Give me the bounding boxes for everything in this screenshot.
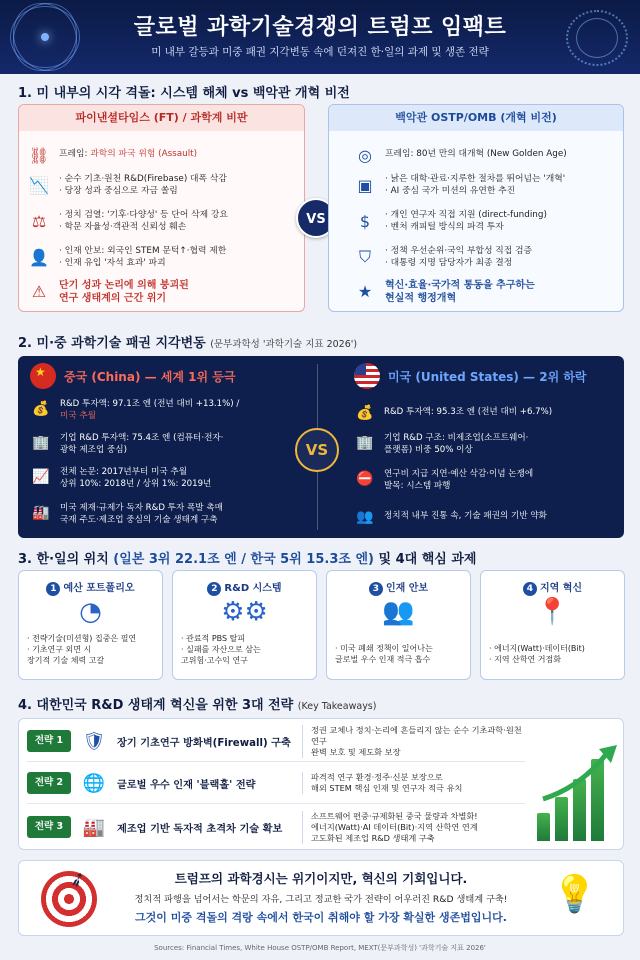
china-rd-highlight: 미국 추월 — [60, 411, 96, 421]
strategy-desc: 파격적 연구 환경·정주·신분 보장으로 해외 STEM 핵심 인재 및 연구자 적극 유치 — [302, 772, 525, 794]
broken-link-icon: ⛓ — [28, 145, 50, 165]
section2-vs-badge: VS — [295, 428, 339, 472]
team-icon: 👥 — [382, 597, 415, 627]
card-label: 지역 혁신 — [539, 583, 583, 594]
wh-funding-text: · 개인 연구자 직접 지원 (direct-funding) · 벤처 캐피털 방식의 파격 투자 — [385, 210, 547, 232]
usa-heading-row — [354, 362, 587, 390]
gears-icon: ⚙⚙ — [221, 597, 268, 627]
ft-budget-text: · 순수 기초·원천 R&D(Firebase) 대폭 삭감 · 당장 성과 중심으로 자금 쏠림 — [59, 174, 227, 196]
section4-title-main: 4. 대한민국 R&D 생태계 혁신을 위한 3대 전략 — [18, 698, 294, 713]
row-divider — [27, 761, 525, 762]
target-icon: ◎ — [358, 145, 372, 165]
shield-check-icon: ⛉ — [358, 247, 371, 266]
usa-rd-text: R&D 투자액: 95.3조 엔 (전년 대비 +6.7%) — [384, 407, 553, 417]
strategy-tag: 전략 2 — [27, 772, 71, 794]
task-card-rd-system — [172, 570, 317, 680]
wh-row-reform — [337, 173, 617, 197]
conclusion-headline: 트럼프의 과학경시는 위기이지만, 혁신의 기회입니다. — [174, 871, 468, 886]
strategy-row-3 — [27, 807, 525, 847]
ft-row-talent — [27, 245, 298, 269]
growth-bar — [555, 797, 568, 841]
card-text: · 에너지(Watt)·데이터(Bit) · 지역 산학연 거점화 — [489, 644, 585, 664]
stop-icon: ⛔ — [356, 471, 374, 487]
card-text: · 전략기술(미션형) 집중은 필연 · 기초연구 외면 시 장기적 기술 체력 고갈 — [27, 634, 137, 665]
strategy-name: 장기 기초연구 방화벽(Firewall) 구축 — [117, 737, 291, 749]
us-china-panel — [18, 356, 624, 538]
section4-title — [18, 694, 376, 713]
task-card-budget — [18, 570, 163, 680]
wh-reform-text: · 낡은 대학·관료·지루한 절차를 뛰어넘는 '개혁' · AI 중심 국가 미션의 유연한 추진 — [385, 174, 566, 196]
coins-pie-icon: ◔ — [79, 597, 102, 627]
ft-frame-prefix: 프레임: — [59, 149, 91, 159]
strategy-tag: 전략 1 — [27, 730, 71, 752]
conclusion-box — [18, 860, 624, 936]
usa-row-delay — [354, 468, 614, 492]
wh-policy-text: · 정책 우선순위·국익 부합성 직접 검증 · 대통령 지명 담당자가 최종 결정 — [385, 246, 533, 268]
strategy-row-1 — [27, 723, 525, 759]
ft-frame-highlight: 과학의 파국 위험 (Assault) — [90, 149, 198, 159]
conclusion-body: 정치적 파행을 넘어서는 학문의 자유, 그리고 정교한 국가 전략이 어우러진 R&D 생태계 구축! — [134, 894, 508, 905]
section1-title: 1. 미 내부의 시각 격돌: 시스템 해체 vs 백악관 개혁 비전 — [18, 86, 350, 101]
card-number: 1 — [46, 582, 60, 596]
china-corp-text: 기업 R&D 투자액: 75.4조 엔 (컴퓨터·전자· 광학 제조업 중심) — [60, 433, 224, 455]
map-pin-icon: 📍 — [536, 597, 569, 627]
usa-row-politics — [354, 506, 614, 528]
usa-politics-text: 정치적 내부 진통 속, 기술 패권의 기반 약화 — [384, 511, 547, 521]
ft-row-conclusion — [27, 279, 298, 305]
user-block-icon: 👤 — [29, 247, 49, 267]
header-banner — [0, 0, 640, 74]
money-bag-icon: 💰 — [356, 405, 374, 421]
usa-delay-text: 연구비 지급 지연·예산 삭감·이념 논쟁에 발목: 시스템 파행 — [384, 469, 534, 491]
strategy-name: 글로벌 우수 인재 '블랙홀' 전략 — [117, 779, 256, 791]
ft-row-budget — [27, 173, 298, 197]
card-text: · 관료적 PBS 탈피 · 실패를 자산으로 삼는 고위험·고수익 연구 — [181, 634, 261, 665]
card-label: 인재 안보 — [385, 583, 429, 594]
china-papers-text: 전체 논문: 2017년부터 미국 추월 상위 10%: 2018년 / 상위 1%: 2019년 — [60, 467, 212, 489]
ft-conclusion: 단기 성과 논리에 의해 붕괴된 연구 생태계의 근간 위기 — [59, 280, 189, 304]
strategy-row-2 — [27, 765, 525, 801]
money-hand-icon: $ — [359, 211, 371, 231]
wh-row-frame — [337, 143, 617, 167]
sources-footer: Sources: Financial Times, White House OSTP/OMB Report, MEXT(문부과학성) '과학기술 지표 2026' — [154, 944, 486, 952]
section3-title-suffix: 및 4대 핵심 과제 — [378, 552, 477, 567]
chart-up-icon: 📈 — [32, 469, 50, 485]
task-card-regional — [480, 570, 625, 680]
strategy-panel — [18, 718, 624, 850]
strategy-desc: 정권 교체나 정치·논리에 흔들리지 않는 순수 기초과학·원천 연구 완벽 보호 및 제도화 보장 — [302, 725, 525, 758]
ft-panel-heading: 파이낸셜타임스 (FT) / 과학계 비판 — [19, 105, 304, 131]
scales-icon: ⚖ — [31, 211, 47, 231]
ft-row-censorship — [27, 209, 298, 233]
wh-panel-heading: 백악관 OSTP/OMB (개혁 비전) — [329, 105, 623, 131]
growth-arrow-icon — [541, 743, 619, 803]
star-icon: ★ — [357, 281, 373, 301]
china-rd-text: R&D 투자액: 97.1조 엔 (전년 대비 +13.1%) / — [60, 399, 240, 409]
factory-gear-icon: 🏭 — [82, 816, 106, 838]
strategy-tag: 전략 3 — [27, 816, 71, 838]
usa-heading: 미국 (United States) — 2위 하락 — [388, 369, 587, 384]
section3-title-note: (일본 3위 22.1조 엔 / 한국 5위 15.3조 엔) — [113, 552, 374, 567]
page-title: 글로벌 과학기술경쟁의 트럼프 임팩트 — [133, 15, 507, 40]
section2-title — [18, 332, 357, 351]
row-divider — [27, 803, 525, 804]
card-text: · 미국 폐쇄 정책이 일어나는 글로벌 우수 인재 적극 흡수 — [335, 644, 433, 664]
usa-row-corp — [354, 432, 614, 456]
usa-corp-text: 기업 R&D 구조: 비제조업(소프트웨어· 플랫폼) 비중 50% 이상 — [384, 433, 529, 455]
section4-title-note: (Key Takeaways) — [297, 701, 377, 712]
china-heading: 중국 (China) — 세계 1위 등극 — [64, 369, 236, 384]
factory-icon: 🏭 — [32, 505, 50, 521]
card-number: 3 — [369, 582, 383, 596]
conclusion-emphasis: 그것이 미중 격돌의 격랑 속에서 한국이 취해야 할 가장 확실한 생존법입니다. — [135, 911, 507, 924]
wh-row-funding — [337, 209, 617, 233]
china-row-sanctions — [30, 502, 300, 526]
wh-row-conclusion — [337, 279, 617, 305]
china-flag-icon — [30, 363, 56, 389]
declining-chart-icon: 📉 — [29, 175, 49, 195]
section3-title — [18, 548, 476, 567]
china-heading-row — [30, 362, 235, 390]
global-talent-icon: 🌐 — [82, 772, 106, 794]
wh-conclusion: 혁신·효율·국가적 통동을 추구하는 현실적 행정개혁 — [385, 280, 535, 304]
growth-bar — [537, 813, 550, 841]
firewall-icon: 🛡 — [82, 730, 106, 752]
task-card-talent — [326, 570, 471, 680]
ft-censorship-text: · 정치 검열: '기후·다양성' 등 단어 삭제 강요 · 학문 자율성·객관적 신뢰성 훼손 — [59, 210, 228, 232]
ai-chip-icon: ▣ — [357, 175, 373, 195]
china-sanctions-text: 미국 제재·규제가 독자 R&D 투자 폭발 촉매 국재 주도·제조업 중심의 기술 생태계 구축 — [60, 503, 223, 525]
lightbulb-icon: 💡 — [552, 874, 597, 915]
dart-arrow-icon: ➶ — [65, 864, 90, 894]
money-bag-icon: 💰 — [32, 401, 50, 417]
section1-vs-badge: VS — [296, 198, 336, 238]
section3-title-main: 3. 한·일의 위치 — [18, 552, 109, 567]
page-subtitle: 미 내부 갈등과 미중 패권 지각변동 속에 던져진 한·일의 과제 및 생존 전략 — [151, 46, 489, 58]
usa-flag-icon — [354, 363, 380, 389]
ft-row-frame — [27, 143, 298, 167]
wh-frame-text: 프레임: 80년 만의 대개혁 (New Golden Age) — [385, 149, 567, 159]
people-icon: 👥 — [356, 509, 374, 525]
china-row-papers — [30, 466, 300, 490]
card-label: R&D 시스템 — [224, 583, 282, 594]
strategy-desc: 소프트웨어 편중·규제화된 중국 물량과 차별화! 에너지(Watt)·AI 데이터(Bit)·지역 산학연 연계 고도화된 제조업 R&D 생태계 구축 — [302, 811, 525, 844]
section2-title-note: (문부과학성 '과학기술 지표 2026') — [210, 339, 358, 350]
card-number: 2 — [207, 582, 221, 596]
card-label: 예산 포트폴리오 — [63, 583, 135, 594]
building-icon: 🏢 — [356, 435, 374, 451]
whitehouse-vision-panel — [328, 104, 624, 312]
section2-title-main: 2. 미·중 과학기술 패권 지각변동 — [18, 336, 206, 351]
china-row-rd — [30, 398, 300, 422]
china-row-corp — [30, 432, 300, 456]
ft-talent-text: · 인재 안보: 외국인 STEM 문턱↑·협력 제한 · 인재 유입 '자석 효과' 파괴 — [59, 246, 227, 268]
growth-chart-icon — [535, 737, 615, 841]
strategy-name: 제조업 기반 독자적 초격차 기술 확보 — [117, 823, 283, 835]
wh-row-policy — [337, 245, 617, 269]
warning-icon: ⚠ — [31, 281, 47, 301]
building-icon: 🏢 — [32, 435, 50, 451]
ft-critique-panel — [18, 104, 305, 312]
usa-row-rd — [354, 402, 614, 424]
card-number: 4 — [523, 582, 537, 596]
